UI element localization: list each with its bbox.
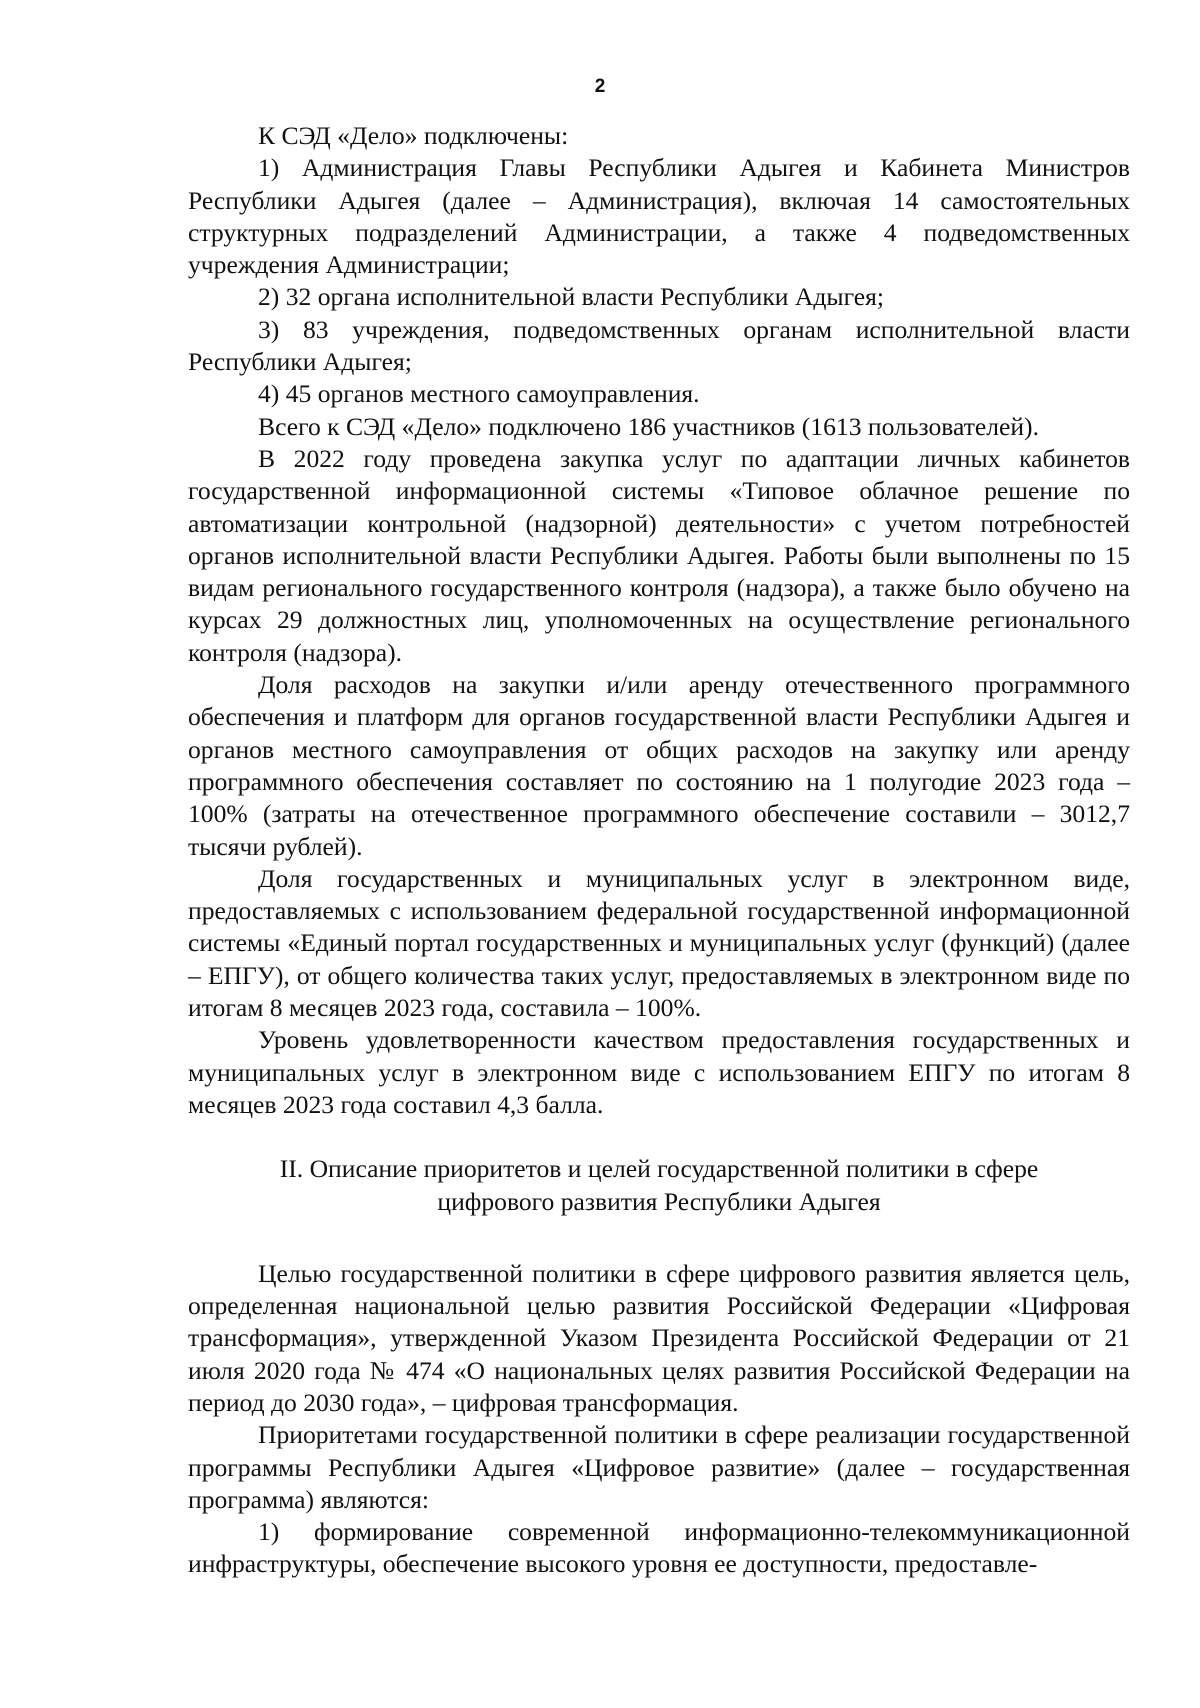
list-item-subordinate-institutions: 3) 83 учреждения, подведомственных органам исполнительной власти Республики Адыгея; [188,314,1130,377]
section-heading-line-1: II. Описание приоритетов и целей государственной политики в сфере [279,1154,1039,1184]
page-number: 2 [594,76,606,97]
list-item-executive-bodies: 2) 32 органа исполнительной власти Республики Адыгея; [258,282,884,312]
paragraph-satisfaction-level: Уровень удовлетворенности качеством предоставления государственных и муниципальных услуг в электронном виде с использованием ЕПГУ по итогам 8 месяцев 2023 года составил 4,3 балла. [188,1025,1130,1119]
section-spacer [188,1218,1130,1258]
document-body [188,120,1130,1581]
section-heading-line-2: цифрового развития Республики Адыгея [437,1186,881,1216]
section-heading [188,1153,1130,1218]
list-item-ict-infrastructure: 1) формирование современной информационно-телекоммуникационной инфраструктуры, обеспечение высокого уровня ее доступности, предоставле- [188,1517,1130,1579]
paragraph-epgu-services-share: Доля государственных и муниципальных услуг в электронном виде, предоставляемых с использованием федеральной государственной информационной системы «Единый портал государственных и муниципальных услуг (функций) (далее – ЕПГУ), от общего количества таких услуг, предоставляемых в электронном виде по итогам 8 месяцев 2023 года, составила – 100%. [188,863,1130,1023]
list-item-administration: 1) Администрация Главы Республики Адыгея и Кабинета Министров Республики Адыгея (далее – Администрация), включая 14 самостоятельных структурных подразделений Администрации, а также 4 подведомственных учреждения Администрации; [188,153,1130,280]
paragraph-policy-priorities: Приоритетами государственной политики в сфере реализации государственной программы Республики Адыгея «Цифровое развитие» (далее – государственная программа) являются: [188,1420,1130,1514]
paragraph-total-participants: Всего к СЭД «Дело» подключено 186 участников (1613 пользователей). [258,411,1039,441]
paragraph-procurement-2022: В 2022 году проведена закупка услуг по адаптации личных кабинетов государственной информационной системы «Типовое облачное решение по автоматизации контрольной (надзорной) деятельности» с учетом потребностей органов исполнительной власти Республики Адыгея. Работы были выполнены по 15 видам регионального государственного контроля (надзора), а также было обучено на курсах 29 должностных лиц, уполномоченных на осуществление регионального контроля (надзора). [188,443,1130,667]
list-item-local-government: 4) 45 органов местного самоуправления. [258,379,700,409]
paragraph-policy-goal: Целью государственной политики в сфере цифрового развития является цель, определенная национальной целью развития Российской Федерации «Цифровая трансформация», утвержденной Указом Президента Российской Федерации от 21 июля 2020 года № 474 «О национальных целях развития Российской Федерации на период до 2030 года», – цифровая трансформация. [188,1258,1130,1417]
section-spacer [188,1121,1130,1153]
paragraph-software-expenses: Доля расходов на закупки и/или аренду отечественного программного обеспечения и платформ для органов государственной власти Республики Адыгея и органов местного самоуправления от общих расходов на закупку или аренду программного обеспечения составляет по состоянию на 1 полугодие 2023 года – 100% (затраты на отечественное программного обеспечение составили – 3012,7 тысячи рублей). [188,670,1130,861]
paragraph-connected-intro: К СЭД «Дело» подключены: [258,121,569,150]
